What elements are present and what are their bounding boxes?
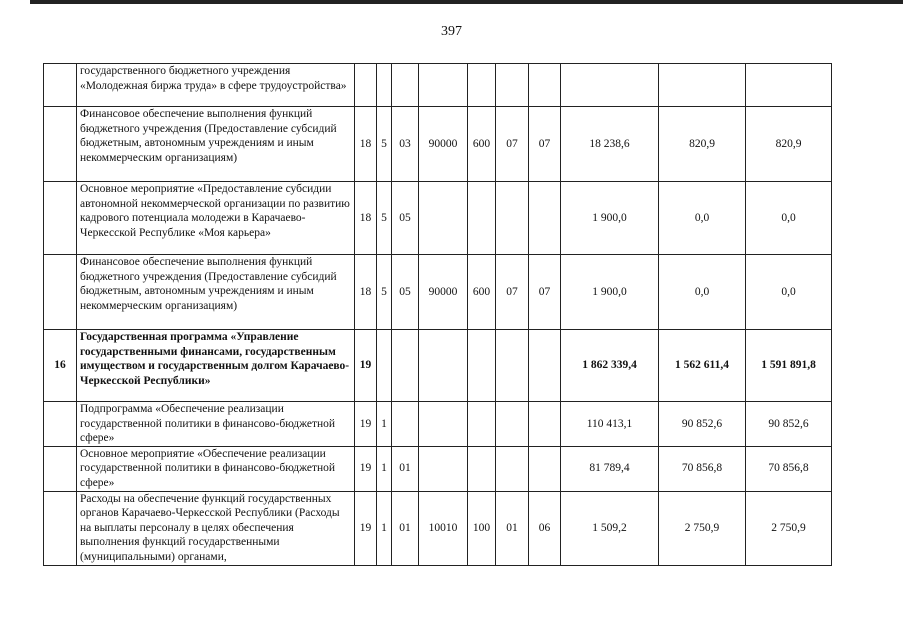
description-cell: Основное мероприятие «Обеспечение реализации государственной политики в финансово-бюджетной сфере» [77, 446, 355, 491]
table-row [44, 491, 832, 565]
direction-code-cell [419, 330, 468, 402]
row-number-cell: 16 [44, 330, 77, 402]
direction-code-cell [419, 64, 468, 107]
section-cell: 01 [496, 491, 529, 565]
activity-code-cell: 01 [392, 491, 419, 565]
program-code-cell: 19 [355, 402, 377, 447]
amount-year3-cell: 0,0 [746, 255, 832, 330]
subprogram-code-cell [377, 330, 392, 402]
table-row [44, 64, 832, 107]
description-cell: государственного бюджетного учреждения «Молодежная биржа труда» в сфере трудоустройства» [77, 64, 355, 107]
amount-year3-cell: 70 856,8 [746, 446, 832, 491]
subprogram-code-cell: 1 [377, 446, 392, 491]
amount-year1-cell [561, 64, 659, 107]
amount-year1-cell: 1 900,0 [561, 255, 659, 330]
section-cell: 07 [496, 107, 529, 182]
subprogram-code-cell: 1 [377, 491, 392, 565]
program-code-cell: 19 [355, 330, 377, 402]
amount-year2-cell: 0,0 [659, 182, 746, 255]
row-number-cell [44, 402, 77, 447]
amount-year3-cell [746, 64, 832, 107]
activity-code-cell: 03 [392, 107, 419, 182]
amount-year2-cell: 90 852,6 [659, 402, 746, 447]
amount-year1-cell: 1 509,2 [561, 491, 659, 565]
expense-type-cell: 600 [468, 255, 496, 330]
amount-year1-cell: 110 413,1 [561, 402, 659, 447]
amount-year3-cell: 1 591 891,8 [746, 330, 832, 402]
amount-year2-cell [659, 64, 746, 107]
table-row [44, 402, 832, 447]
description-cell: Подпрограмма «Обеспечение реализации государственной политики в финансово-бюджетной сфере» [77, 402, 355, 447]
expense-type-cell [468, 446, 496, 491]
subsection-cell: 06 [529, 491, 561, 565]
subsection-cell: 07 [529, 255, 561, 330]
row-number-cell [44, 255, 77, 330]
subsection-cell: 07 [529, 107, 561, 182]
description-cell: Основное мероприятие «Предоставление субсидии автономной некоммерческой организации по развитию кадрового потенциала молодежи в Карачаево-Черкесской Республике «Моя карьера» [77, 182, 355, 255]
expense-type-cell: 100 [468, 491, 496, 565]
direction-code-cell [419, 182, 468, 255]
amount-year2-cell: 1 562 611,4 [659, 330, 746, 402]
table-row [44, 330, 832, 402]
subprogram-code-cell: 1 [377, 402, 392, 447]
program-code-cell: 18 [355, 255, 377, 330]
expense-type-cell [468, 64, 496, 107]
table-body [44, 64, 832, 566]
amount-year1-cell: 1 900,0 [561, 182, 659, 255]
amount-year3-cell: 90 852,6 [746, 402, 832, 447]
expense-type-cell [468, 182, 496, 255]
activity-code-cell: 01 [392, 446, 419, 491]
direction-code-cell [419, 446, 468, 491]
activity-code-cell [392, 330, 419, 402]
table-row [44, 107, 832, 182]
row-number-cell [44, 491, 77, 565]
description-cell: Государственная программа «Управление государственными финансами, государственным имуществом и государственным долгом Карачаево-Черкесской Республики» [77, 330, 355, 402]
description-cell: Расходы на обеспечение функций государственных органов Карачаево-Черкесской Республики (Расходы на выплаты персоналу в целях обеспечения выполнения функций государственными (муниципальными) органами, [77, 491, 355, 565]
description-cell: Финансовое обеспечение выполнения функций бюджетного учреждения (Предоставление субсидий бюджетным, автономным учреждениям и иным некоммерческим организациям) [77, 255, 355, 330]
subprogram-code-cell: 5 [377, 182, 392, 255]
activity-code-cell: 05 [392, 182, 419, 255]
budget-table [43, 63, 832, 566]
direction-code-cell: 10010 [419, 491, 468, 565]
description-cell: Финансовое обеспечение выполнения функций бюджетного учреждения (Предоставление субсидий бюджетным, автономным учреждениям и иным некоммерческим организациям) [77, 107, 355, 182]
row-number-cell [44, 182, 77, 255]
section-cell [496, 64, 529, 107]
direction-code-cell [419, 402, 468, 447]
program-code-cell: 19 [355, 446, 377, 491]
amount-year3-cell: 0,0 [746, 182, 832, 255]
table-row [44, 255, 832, 330]
page-number: 397 [441, 24, 462, 39]
subprogram-code-cell: 5 [377, 255, 392, 330]
amount-year3-cell: 2 750,9 [746, 491, 832, 565]
row-number-cell [44, 64, 77, 107]
amount-year3-cell: 820,9 [746, 107, 832, 182]
row-number-cell [44, 107, 77, 182]
amount-year2-cell: 0,0 [659, 255, 746, 330]
direction-code-cell: 90000 [419, 255, 468, 330]
activity-code-cell [392, 402, 419, 447]
amount-year2-cell: 2 750,9 [659, 491, 746, 565]
amount-year2-cell: 820,9 [659, 107, 746, 182]
program-code-cell [355, 64, 377, 107]
subsection-cell [529, 182, 561, 255]
section-cell [496, 446, 529, 491]
program-code-cell: 18 [355, 107, 377, 182]
amount-year1-cell: 18 238,6 [561, 107, 659, 182]
subsection-cell [529, 446, 561, 491]
program-code-cell: 19 [355, 491, 377, 565]
activity-code-cell [392, 64, 419, 107]
row-number-cell [44, 446, 77, 491]
direction-code-cell: 90000 [419, 107, 468, 182]
section-cell [496, 402, 529, 447]
section-cell [496, 330, 529, 402]
section-cell [496, 182, 529, 255]
section-cell: 07 [496, 255, 529, 330]
program-code-cell: 18 [355, 182, 377, 255]
table-row [44, 182, 832, 255]
amount-year1-cell: 81 789,4 [561, 446, 659, 491]
amount-year2-cell: 70 856,8 [659, 446, 746, 491]
activity-code-cell: 05 [392, 255, 419, 330]
expense-type-cell: 600 [468, 107, 496, 182]
expense-type-cell [468, 402, 496, 447]
page-top-border [30, 0, 903, 4]
amount-year1-cell: 1 862 339,4 [561, 330, 659, 402]
subsection-cell [529, 64, 561, 107]
subprogram-code-cell [377, 64, 392, 107]
table-row [44, 446, 832, 491]
subsection-cell [529, 402, 561, 447]
subprogram-code-cell: 5 [377, 107, 392, 182]
expense-type-cell [468, 330, 496, 402]
subsection-cell [529, 330, 561, 402]
